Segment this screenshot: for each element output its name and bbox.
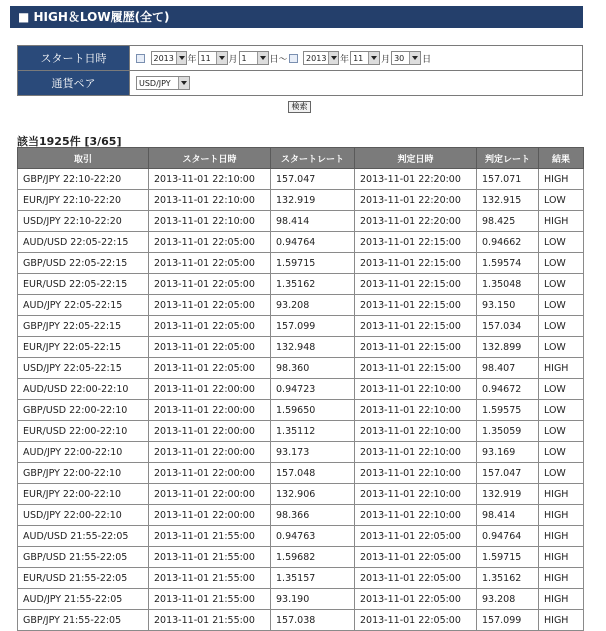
judge-time-cell: 2013-11-01 22:15:00 — [355, 295, 477, 316]
start-date-label: スタート日時 — [18, 46, 130, 71]
judge-time-cell: 2013-11-01 22:10:00 — [355, 505, 477, 526]
start-rate-cell: 157.038 — [271, 610, 355, 631]
judge-rate-cell: 157.071 — [477, 169, 539, 190]
trade-cell: GBP/USD 21:55-22:05 — [18, 547, 149, 568]
start-time-cell: 2013-11-01 22:00:00 — [149, 505, 271, 526]
start-time-cell: 2013-11-01 22:00:00 — [149, 442, 271, 463]
chevron-down-icon — [368, 52, 379, 64]
date-range-controls — [130, 46, 583, 71]
to-month-select[interactable] — [350, 51, 380, 65]
table-row — [18, 400, 584, 421]
start-time-cell: 2013-11-01 22:00:00 — [149, 379, 271, 400]
judge-rate-cell: 1.59715 — [477, 547, 539, 568]
result-cell: LOW — [539, 253, 584, 274]
table-row — [18, 274, 584, 295]
judge-time-cell: 2013-11-01 22:10:00 — [355, 484, 477, 505]
result-cell: LOW — [539, 463, 584, 484]
header-start-rate: スタートレート — [271, 148, 355, 169]
from-year-value: 2013 — [153, 53, 174, 63]
trade-cell: USD/JPY 22:05-22:15 — [18, 358, 149, 379]
header-judge-rate: 判定レート — [477, 148, 539, 169]
currency-pair-label: 通貨ペア — [18, 71, 130, 96]
trade-cell: AUD/JPY 21:55-22:05 — [18, 589, 149, 610]
month-unit: 月 — [381, 54, 391, 65]
calendar-icon[interactable] — [136, 54, 145, 63]
table-row — [18, 316, 584, 337]
start-rate-cell: 93.173 — [271, 442, 355, 463]
judge-time-cell: 2013-11-01 22:15:00 — [355, 358, 477, 379]
from-day-select[interactable] — [239, 51, 269, 65]
currency-pair-value: USD/JPY — [139, 78, 171, 88]
start-rate-cell: 98.366 — [271, 505, 355, 526]
judge-rate-cell: 0.94672 — [477, 379, 539, 400]
judge-rate-cell: 98.407 — [477, 358, 539, 379]
table-row — [18, 589, 584, 610]
trade-cell: EUR/USD 22:00-22:10 — [18, 421, 149, 442]
start-rate-cell: 1.59715 — [271, 253, 355, 274]
start-time-cell: 2013-11-01 22:00:00 — [149, 484, 271, 505]
judge-rate-cell: 1.35162 — [477, 568, 539, 589]
trade-cell: EUR/JPY 22:05-22:15 — [18, 337, 149, 358]
judge-time-cell: 2013-11-01 22:15:00 — [355, 253, 477, 274]
result-cell: HIGH — [539, 526, 584, 547]
trade-cell: GBP/JPY 22:05-22:15 — [18, 316, 149, 337]
table-row — [18, 505, 584, 526]
result-cell: HIGH — [539, 547, 584, 568]
trade-cell: AUD/USD 21:55-22:05 — [18, 526, 149, 547]
header-trade: 取引 — [18, 148, 149, 169]
to-year-select[interactable] — [303, 51, 339, 65]
result-count: 該当1925件 [3/65] — [17, 135, 122, 148]
table-row — [18, 358, 584, 379]
to-year-value: 2013 — [306, 53, 327, 63]
judge-time-cell: 2013-11-01 22:15:00 — [355, 274, 477, 295]
to-day-value: 30 — [394, 53, 405, 63]
start-rate-cell: 1.59682 — [271, 547, 355, 568]
table-row — [18, 232, 584, 253]
judge-time-cell: 2013-11-01 22:05:00 — [355, 568, 477, 589]
page-title: ■ HIGH＆LOW履歴(全て) — [10, 6, 583, 28]
start-time-cell: 2013-11-01 22:10:00 — [149, 169, 271, 190]
start-rate-cell: 0.94763 — [271, 526, 355, 547]
table-row — [18, 337, 584, 358]
judge-time-cell: 2013-11-01 22:05:00 — [355, 526, 477, 547]
result-cell: HIGH — [539, 484, 584, 505]
start-rate-cell: 1.35162 — [271, 274, 355, 295]
year-unit: 年 — [187, 54, 197, 65]
result-cell: LOW — [539, 442, 584, 463]
start-time-cell: 2013-11-01 22:05:00 — [149, 358, 271, 379]
trade-cell: GBP/JPY 21:55-22:05 — [18, 610, 149, 631]
start-rate-cell: 132.906 — [271, 484, 355, 505]
trade-cell: GBP/USD 22:05-22:15 — [18, 253, 149, 274]
judge-time-cell: 2013-11-01 22:10:00 — [355, 463, 477, 484]
table-row — [18, 526, 584, 547]
start-time-cell: 2013-11-01 21:55:00 — [149, 547, 271, 568]
chevron-down-icon — [216, 52, 227, 64]
trade-cell: EUR/USD 22:05-22:15 — [18, 274, 149, 295]
result-cell: HIGH — [539, 505, 584, 526]
judge-rate-cell: 1.35059 — [477, 421, 539, 442]
chevron-down-icon — [176, 52, 186, 64]
judge-rate-cell: 157.047 — [477, 463, 539, 484]
chevron-down-icon — [409, 52, 420, 64]
result-cell: LOW — [539, 421, 584, 442]
start-time-cell: 2013-11-01 22:00:00 — [149, 400, 271, 421]
to-day-select[interactable] — [391, 51, 421, 65]
judge-rate-cell: 98.414 — [477, 505, 539, 526]
trade-cell: EUR/JPY 22:00-22:10 — [18, 484, 149, 505]
header-start-time: スタート日時 — [149, 148, 271, 169]
currency-pair-row — [18, 71, 583, 96]
result-cell: LOW — [539, 316, 584, 337]
judge-rate-cell: 132.919 — [477, 484, 539, 505]
judge-time-cell: 2013-11-01 22:20:00 — [355, 190, 477, 211]
table-row — [18, 190, 584, 211]
judge-time-cell: 2013-11-01 22:10:00 — [355, 379, 477, 400]
start-time-cell: 2013-11-01 21:55:00 — [149, 610, 271, 631]
start-time-cell: 2013-11-01 22:10:00 — [149, 211, 271, 232]
start-time-cell: 2013-11-01 22:05:00 — [149, 337, 271, 358]
table-row — [18, 211, 584, 232]
calendar-icon[interactable] — [289, 54, 298, 63]
judge-time-cell: 2013-11-01 22:15:00 — [355, 232, 477, 253]
table-row — [18, 295, 584, 316]
judge-rate-cell: 93.208 — [477, 589, 539, 610]
month-unit: 月 — [228, 54, 238, 65]
judge-time-cell: 2013-11-01 22:20:00 — [355, 169, 477, 190]
to-month-value: 11 — [353, 53, 364, 63]
start-rate-cell: 98.414 — [271, 211, 355, 232]
start-rate-cell: 0.94723 — [271, 379, 355, 400]
currency-pair-controls — [130, 71, 583, 96]
judge-time-cell: 2013-11-01 22:10:00 — [355, 400, 477, 421]
start-time-cell: 2013-11-01 22:05:00 — [149, 316, 271, 337]
chevron-down-icon — [257, 52, 268, 64]
start-rate-cell: 0.94764 — [271, 232, 355, 253]
judge-time-cell: 2013-11-01 22:10:00 — [355, 442, 477, 463]
table-row — [18, 169, 584, 190]
start-time-cell: 2013-11-01 22:10:00 — [149, 190, 271, 211]
history-table — [17, 147, 584, 631]
result-cell: LOW — [539, 190, 584, 211]
start-rate-cell: 157.048 — [271, 463, 355, 484]
start-rate-cell: 1.35112 — [271, 421, 355, 442]
result-cell: HIGH — [539, 610, 584, 631]
start-rate-cell: 157.099 — [271, 316, 355, 337]
start-rate-cell: 93.208 — [271, 295, 355, 316]
result-cell: LOW — [539, 295, 584, 316]
chevron-down-icon — [328, 52, 338, 64]
result-cell: LOW — [539, 337, 584, 358]
from-year-select[interactable] — [151, 51, 187, 65]
from-month-value: 11 — [200, 53, 211, 63]
currency-pair-select[interactable] — [136, 76, 190, 90]
table-row — [18, 484, 584, 505]
trade-cell: GBP/JPY 22:00-22:10 — [18, 463, 149, 484]
result-cell: HIGH — [539, 169, 584, 190]
start-time-cell: 2013-11-01 22:05:00 — [149, 232, 271, 253]
table-header-row — [18, 148, 584, 169]
judge-rate-cell: 0.94662 — [477, 232, 539, 253]
table-row — [18, 610, 584, 631]
start-rate-cell: 93.190 — [271, 589, 355, 610]
from-day-value: 1 — [241, 53, 247, 63]
table-row — [18, 442, 584, 463]
start-time-cell: 2013-11-01 22:05:00 — [149, 253, 271, 274]
trade-cell: AUD/JPY 22:05-22:15 — [18, 295, 149, 316]
start-time-cell: 2013-11-01 22:00:00 — [149, 421, 271, 442]
judge-rate-cell: 1.59575 — [477, 400, 539, 421]
trade-cell: USD/JPY 22:00-22:10 — [18, 505, 149, 526]
judge-time-cell: 2013-11-01 22:15:00 — [355, 316, 477, 337]
judge-time-cell: 2013-11-01 22:05:00 — [355, 610, 477, 631]
table-row — [18, 253, 584, 274]
judge-time-cell: 2013-11-01 22:20:00 — [355, 211, 477, 232]
judge-rate-cell: 157.099 — [477, 610, 539, 631]
trade-cell: EUR/USD 21:55-22:05 — [18, 568, 149, 589]
start-rate-cell: 132.948 — [271, 337, 355, 358]
chevron-down-icon — [178, 77, 189, 89]
table-row — [18, 421, 584, 442]
table-row — [18, 463, 584, 484]
result-cell: LOW — [539, 232, 584, 253]
trade-cell: AUD/USD 22:05-22:15 — [18, 232, 149, 253]
result-cell: LOW — [539, 400, 584, 421]
judge-rate-cell: 98.425 — [477, 211, 539, 232]
search-form — [17, 45, 583, 96]
judge-rate-cell: 1.35048 — [477, 274, 539, 295]
start-rate-cell: 1.35157 — [271, 568, 355, 589]
table-row — [18, 379, 584, 400]
judge-rate-cell: 93.169 — [477, 442, 539, 463]
judge-time-cell: 2013-11-01 22:05:00 — [355, 589, 477, 610]
range-separator: 日～ — [269, 54, 288, 65]
result-cell: HIGH — [539, 211, 584, 232]
start-time-cell: 2013-11-01 22:00:00 — [149, 463, 271, 484]
judge-rate-cell: 0.94764 — [477, 526, 539, 547]
judge-rate-cell: 132.915 — [477, 190, 539, 211]
judge-rate-cell: 157.034 — [477, 316, 539, 337]
start-date-row — [18, 46, 583, 71]
day-unit: 日 — [422, 54, 432, 65]
trade-cell: AUD/JPY 22:00-22:10 — [18, 442, 149, 463]
judge-time-cell: 2013-11-01 22:15:00 — [355, 337, 477, 358]
start-time-cell: 2013-11-01 22:05:00 — [149, 295, 271, 316]
start-time-cell: 2013-11-01 21:55:00 — [149, 526, 271, 547]
year-unit: 年 — [340, 54, 350, 65]
trade-cell: GBP/JPY 22:10-22:20 — [18, 169, 149, 190]
start-time-cell: 2013-11-01 21:55:00 — [149, 589, 271, 610]
result-cell: HIGH — [539, 568, 584, 589]
start-rate-cell: 132.919 — [271, 190, 355, 211]
from-month-select[interactable] — [198, 51, 228, 65]
result-cell: HIGH — [539, 589, 584, 610]
judge-rate-cell: 132.899 — [477, 337, 539, 358]
judge-rate-cell: 93.150 — [477, 295, 539, 316]
result-cell: HIGH — [539, 358, 584, 379]
table-row — [18, 568, 584, 589]
start-rate-cell: 1.59650 — [271, 400, 355, 421]
trade-cell: GBP/USD 22:00-22:10 — [18, 400, 149, 421]
trade-cell: AUD/USD 22:00-22:10 — [18, 379, 149, 400]
judge-rate-cell: 1.59574 — [477, 253, 539, 274]
start-rate-cell: 98.360 — [271, 358, 355, 379]
header-judge-time: 判定日時 — [355, 148, 477, 169]
judge-time-cell: 2013-11-01 22:05:00 — [355, 547, 477, 568]
start-time-cell: 2013-11-01 22:05:00 — [149, 274, 271, 295]
result-cell: LOW — [539, 379, 584, 400]
search-button[interactable]: 検索 — [288, 101, 311, 113]
table-row — [18, 547, 584, 568]
header-result: 結果 — [539, 148, 584, 169]
judge-time-cell: 2013-11-01 22:10:00 — [355, 421, 477, 442]
start-rate-cell: 157.047 — [271, 169, 355, 190]
start-time-cell: 2013-11-01 21:55:00 — [149, 568, 271, 589]
trade-cell: EUR/JPY 22:10-22:20 — [18, 190, 149, 211]
result-cell: LOW — [539, 274, 584, 295]
trade-cell: USD/JPY 22:10-22:20 — [18, 211, 149, 232]
